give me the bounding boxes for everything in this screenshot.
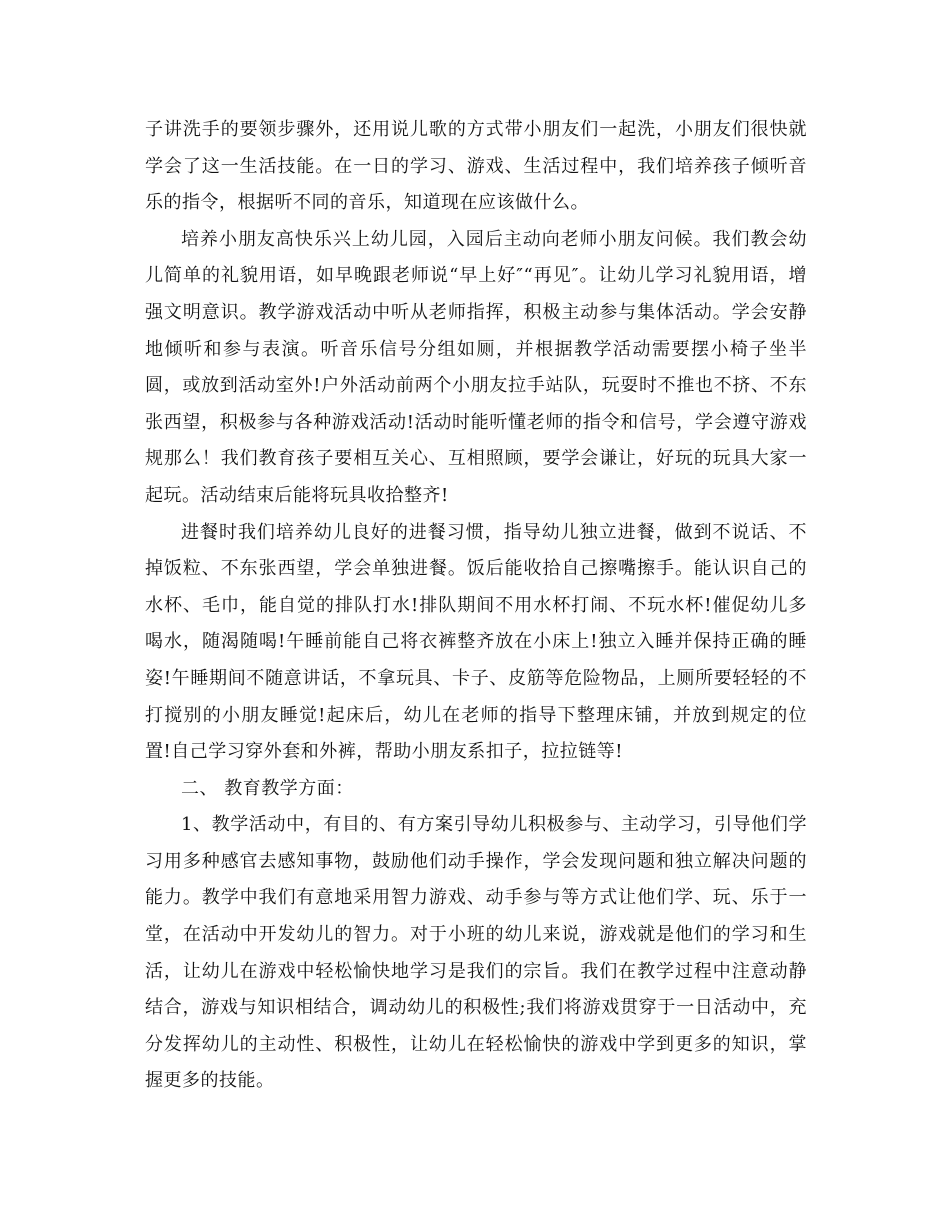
paragraph-teaching-activities: 1、教学活动中，有目的、有方案引导幼儿积极参与、主动学习，引导他们学习用多种感官去感知事物，鼓励他们动手操作，学会发现问题和独立解决问题的能力。教学中我们有意地采用智力游戏、动手参与等方式让他们学、玩、乐于一堂，在活动中开发幼儿的智力。对于小班的幼儿来说，游戏就是他们的学习和生活，让幼儿在游戏中轻松愉快地学习是我们的宗旨。我们在教学过程中注意动静结合，游戏与知识相结合，调动幼儿的积极性;我们将游戏贯穿于一日活动中，充分发挥幼儿的主动性、积极性，让幼儿在轻松愉快的游戏中学到更多的知识，掌握更多的技能。 bbox=[145, 814, 807, 1092]
paragraph-continuation: 子讲洗手的要领步骤外，还用说儿歌的方式带小朋友们一起洗，小朋友们很快就学会了这一生活技能。在一日的学习、游戏、生活过程中，我们培养孩子倾听音乐的指令，根据听不同的音乐，知道现在应该做什么。 bbox=[145, 119, 807, 214]
paragraph-meal-and-nap: 进餐时我们培养幼儿良好的进餐习惯，指导幼儿独立进餐，做到不说话、不掉饭粒、不东张西望，学会单独进餐。饭后能收拾自己擦嘴擦手。能认识自己的水杯、毛巾，能自觉的排队打水!排队期间不用水杯打闹、不玩水杯!催促幼儿多喝水，随渴随喝!午睡前能自己将衣裤整齐放在小床上!独立入睡并保持正确的睡姿!午睡期间不随意讲话，不拿玩具、卡子、皮筋等危险物品，上厕所要轻轻的不打搅别的小朋友睡觉!起床后，幼儿在老师的指导下整理床铺，并放到规定的位置!自己学习穿外套和外裤，帮助小朋友系扣子，拉拉链等! bbox=[145, 521, 807, 763]
section-heading-teaching: 二、 教育教学方面： bbox=[181, 777, 354, 799]
document-body bbox=[145, 112, 807, 1100]
paragraph-etiquette: 培养小朋友高快乐兴上幼儿园，入园后主动向老师小朋友问候。我们教会幼儿简单的礼貌用语，如早晚跟老师说“早上好″“再见″。让幼儿学习礼貌用语，增强文明意识。教学游戏活动中听从老师指挥，积极主动参与集体活动。学会安静地倾听和参与表演。听音乐信号分组如厕，并根据教学活动需要摆小椅子坐半圆，或放到活动室外!户外活动前两个小朋友拉手站队，玩耍时不推也不挤、不东张西望，积极参与各种游戏活动!活动时能听懂老师的指令和信号，学会遵守游戏规那么！我们教育孩子要相互关心、互相照顾，要学会谦让，好玩的玩具大家一起玩。活动结束后能将玩具收拾整齐! bbox=[145, 228, 807, 506]
